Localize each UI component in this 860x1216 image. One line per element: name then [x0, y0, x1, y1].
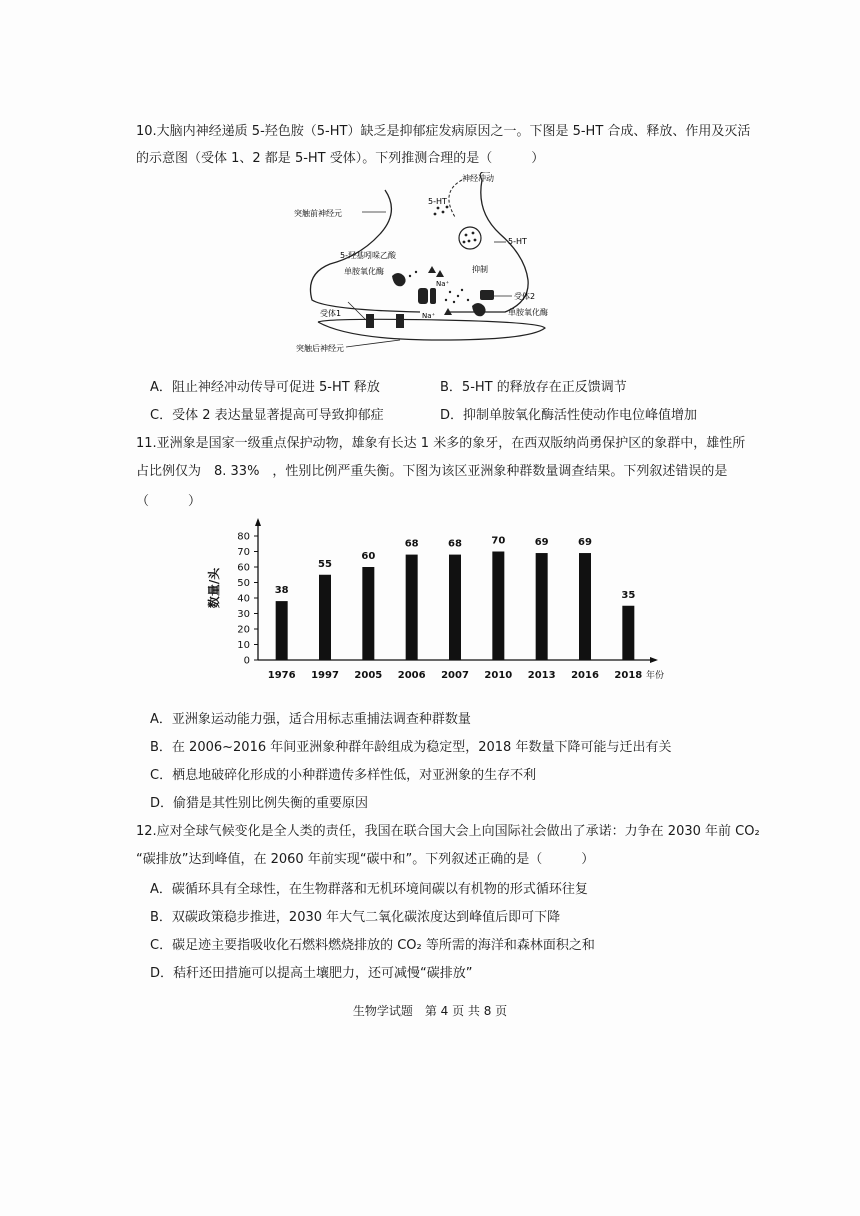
label-5ht-top: 5-HT — [428, 197, 447, 206]
label-inhibit: 抑制 — [472, 265, 488, 274]
q12-option-d: D．秸秆还田措施可以提高土壤肥力，还可减慢“碳排放” — [150, 966, 473, 981]
q11-stem-line1: 11.亚洲象是国家一级重点保护动物，雄象有长达 1 米多的象牙，在西双版纳尚勇保护区的象群中，雄性所 — [136, 436, 746, 451]
label-receptor2: 受体2 — [514, 292, 536, 301]
q12-option-a: A．碳循环具有全球性，在生物群落和无机环境间碳以有机物的形式循环往复 — [150, 882, 588, 897]
q12-option-c: C．碳足迹主要指吸收化石燃料燃烧排放的 CO₂ 等所需的海洋和森林面积之和 — [150, 938, 595, 953]
label-na2: Na⁺ — [422, 312, 436, 320]
x-tick-label: 2010 — [484, 670, 513, 681]
bar — [449, 555, 461, 660]
q10-option-a: A．阻止神经冲动传导可促进 5-HT 释放 — [150, 380, 380, 395]
x-tick-label: 2018 — [614, 670, 643, 681]
bar — [362, 567, 374, 660]
bar — [276, 601, 288, 660]
q11-option-c: C．栖息地破碎化形成的小种群遗传多样性低，对亚洲象的生存不利 — [150, 768, 537, 783]
y-tick-label: 30 — [237, 609, 250, 620]
bar — [406, 555, 418, 660]
x-tick-label: 1997 — [311, 670, 339, 681]
q10-stem-line1: 10.大脑内神经递质 5-羟色胺（5-HT）缺乏是抑郁症发病原因之一。下图是 5-HT 合成、释放、作用及灭活 — [136, 124, 751, 139]
bar-value-label: 35 — [621, 589, 636, 601]
q12-stem-line1: 12.应对全球气候变化是全人类的责任，我国在联合国大会上向国际社会做出了承诺：力争在 2030 年前 CO₂ — [136, 824, 760, 839]
bar — [622, 606, 634, 660]
label-receptor1: 受体1 — [320, 309, 342, 318]
q11-stem-line3: （ ） — [136, 494, 202, 509]
x-tick-label: 2013 — [527, 670, 556, 681]
bar — [536, 553, 548, 660]
x-tick-label: 2016 — [571, 670, 599, 681]
q12-option-b: B．双碳政策稳步推进，2030 年大气二氧化碳浓度达到峰值后即可下降 — [150, 910, 561, 925]
bar — [579, 553, 591, 660]
y-axis-arrow — [255, 518, 261, 526]
y-tick-label: 10 — [237, 640, 250, 651]
x-axis-label: 年份 — [646, 671, 665, 681]
y-axis-label: 数量/头 — [207, 567, 221, 609]
population-bar-chart — [200, 518, 670, 690]
x-tick-label: 2006 — [397, 670, 426, 681]
bar-value-label: 60 — [361, 551, 376, 562]
y-tick-label: 60 — [237, 562, 250, 574]
label-nerve-impulse: 神经冲动 — [462, 174, 494, 183]
y-tick-label: 20 — [237, 624, 250, 636]
q12-stem-line2: “碳排放”达到峰值，在 2060 年前实现“碳中和”。下列叙述正确的是（ ） — [136, 852, 595, 867]
label-mao-right: 单胺氧化酶 — [508, 308, 548, 317]
label-mao-left: 单胺氧化酶 — [344, 267, 384, 276]
label-5ht-vesicle: 5-HT — [508, 237, 527, 246]
label-postsynaptic: 突触后神经元 — [296, 344, 344, 353]
bar — [319, 575, 331, 660]
bar-value-label: 69 — [534, 537, 549, 549]
page-footer: 生物学试题 第 4 页 共 8 页 — [352, 1004, 508, 1018]
y-tick-label: 70 — [237, 547, 250, 558]
q11-option-d: D．偷猎是其性别比例失衡的重要原因 — [150, 796, 369, 811]
y-tick-label: 40 — [237, 593, 250, 605]
label-precursor: 5-羟基吲哚乙酸 — [340, 251, 396, 260]
q11-option-b: B．在 2006~2016 年间亚洲象种群年龄组成为稳定型，2018 年数量下降可能与迁出有关 — [150, 740, 672, 755]
q10-stem-line2: 的示意图（受体 1、2 都是 5-HT 受体）。下列推测合理的是（ ） — [136, 151, 545, 166]
q10-option-c: C．受体 2 表达量显著提高可导致抑郁症 — [150, 408, 384, 423]
x-axis-arrow — [650, 657, 658, 663]
synapse-diagram — [290, 172, 590, 362]
y-tick-label: 50 — [237, 578, 250, 589]
x-tick-label: 2007 — [441, 670, 469, 681]
x-tick-label: 1976 — [267, 670, 296, 681]
bar-value-label: 68 — [448, 538, 462, 550]
bar — [492, 552, 504, 661]
label-na1: Na⁺ — [436, 280, 450, 288]
bar-value-label: 70 — [491, 535, 506, 547]
bar-value-label: 38 — [274, 585, 289, 597]
bar-value-label: 69 — [578, 537, 592, 549]
bar-value-label: 68 — [404, 538, 419, 550]
y-tick-label: 0 — [243, 655, 250, 667]
bar-value-label: 55 — [318, 558, 332, 570]
q11-option-a: A．亚洲象运动能力强，适合用标志重捕法调查种群数量 — [150, 712, 471, 727]
label-presynaptic: 突触前神经元 — [294, 209, 342, 218]
q10-option-d: D．抑制单胺氧化酶活性使动作电位峰值增加 — [440, 408, 698, 423]
q10-option-b: B．5-HT 的释放存在正反馈调节 — [440, 380, 627, 395]
q11-stem-line2: 占比例仅为 8. 33% ，性别比例严重失衡。下图为该区亚洲象种群数量调查结果。下列叙述错误的是 — [136, 464, 728, 479]
x-tick-label: 2005 — [354, 670, 383, 681]
y-tick-label: 80 — [237, 531, 250, 543]
